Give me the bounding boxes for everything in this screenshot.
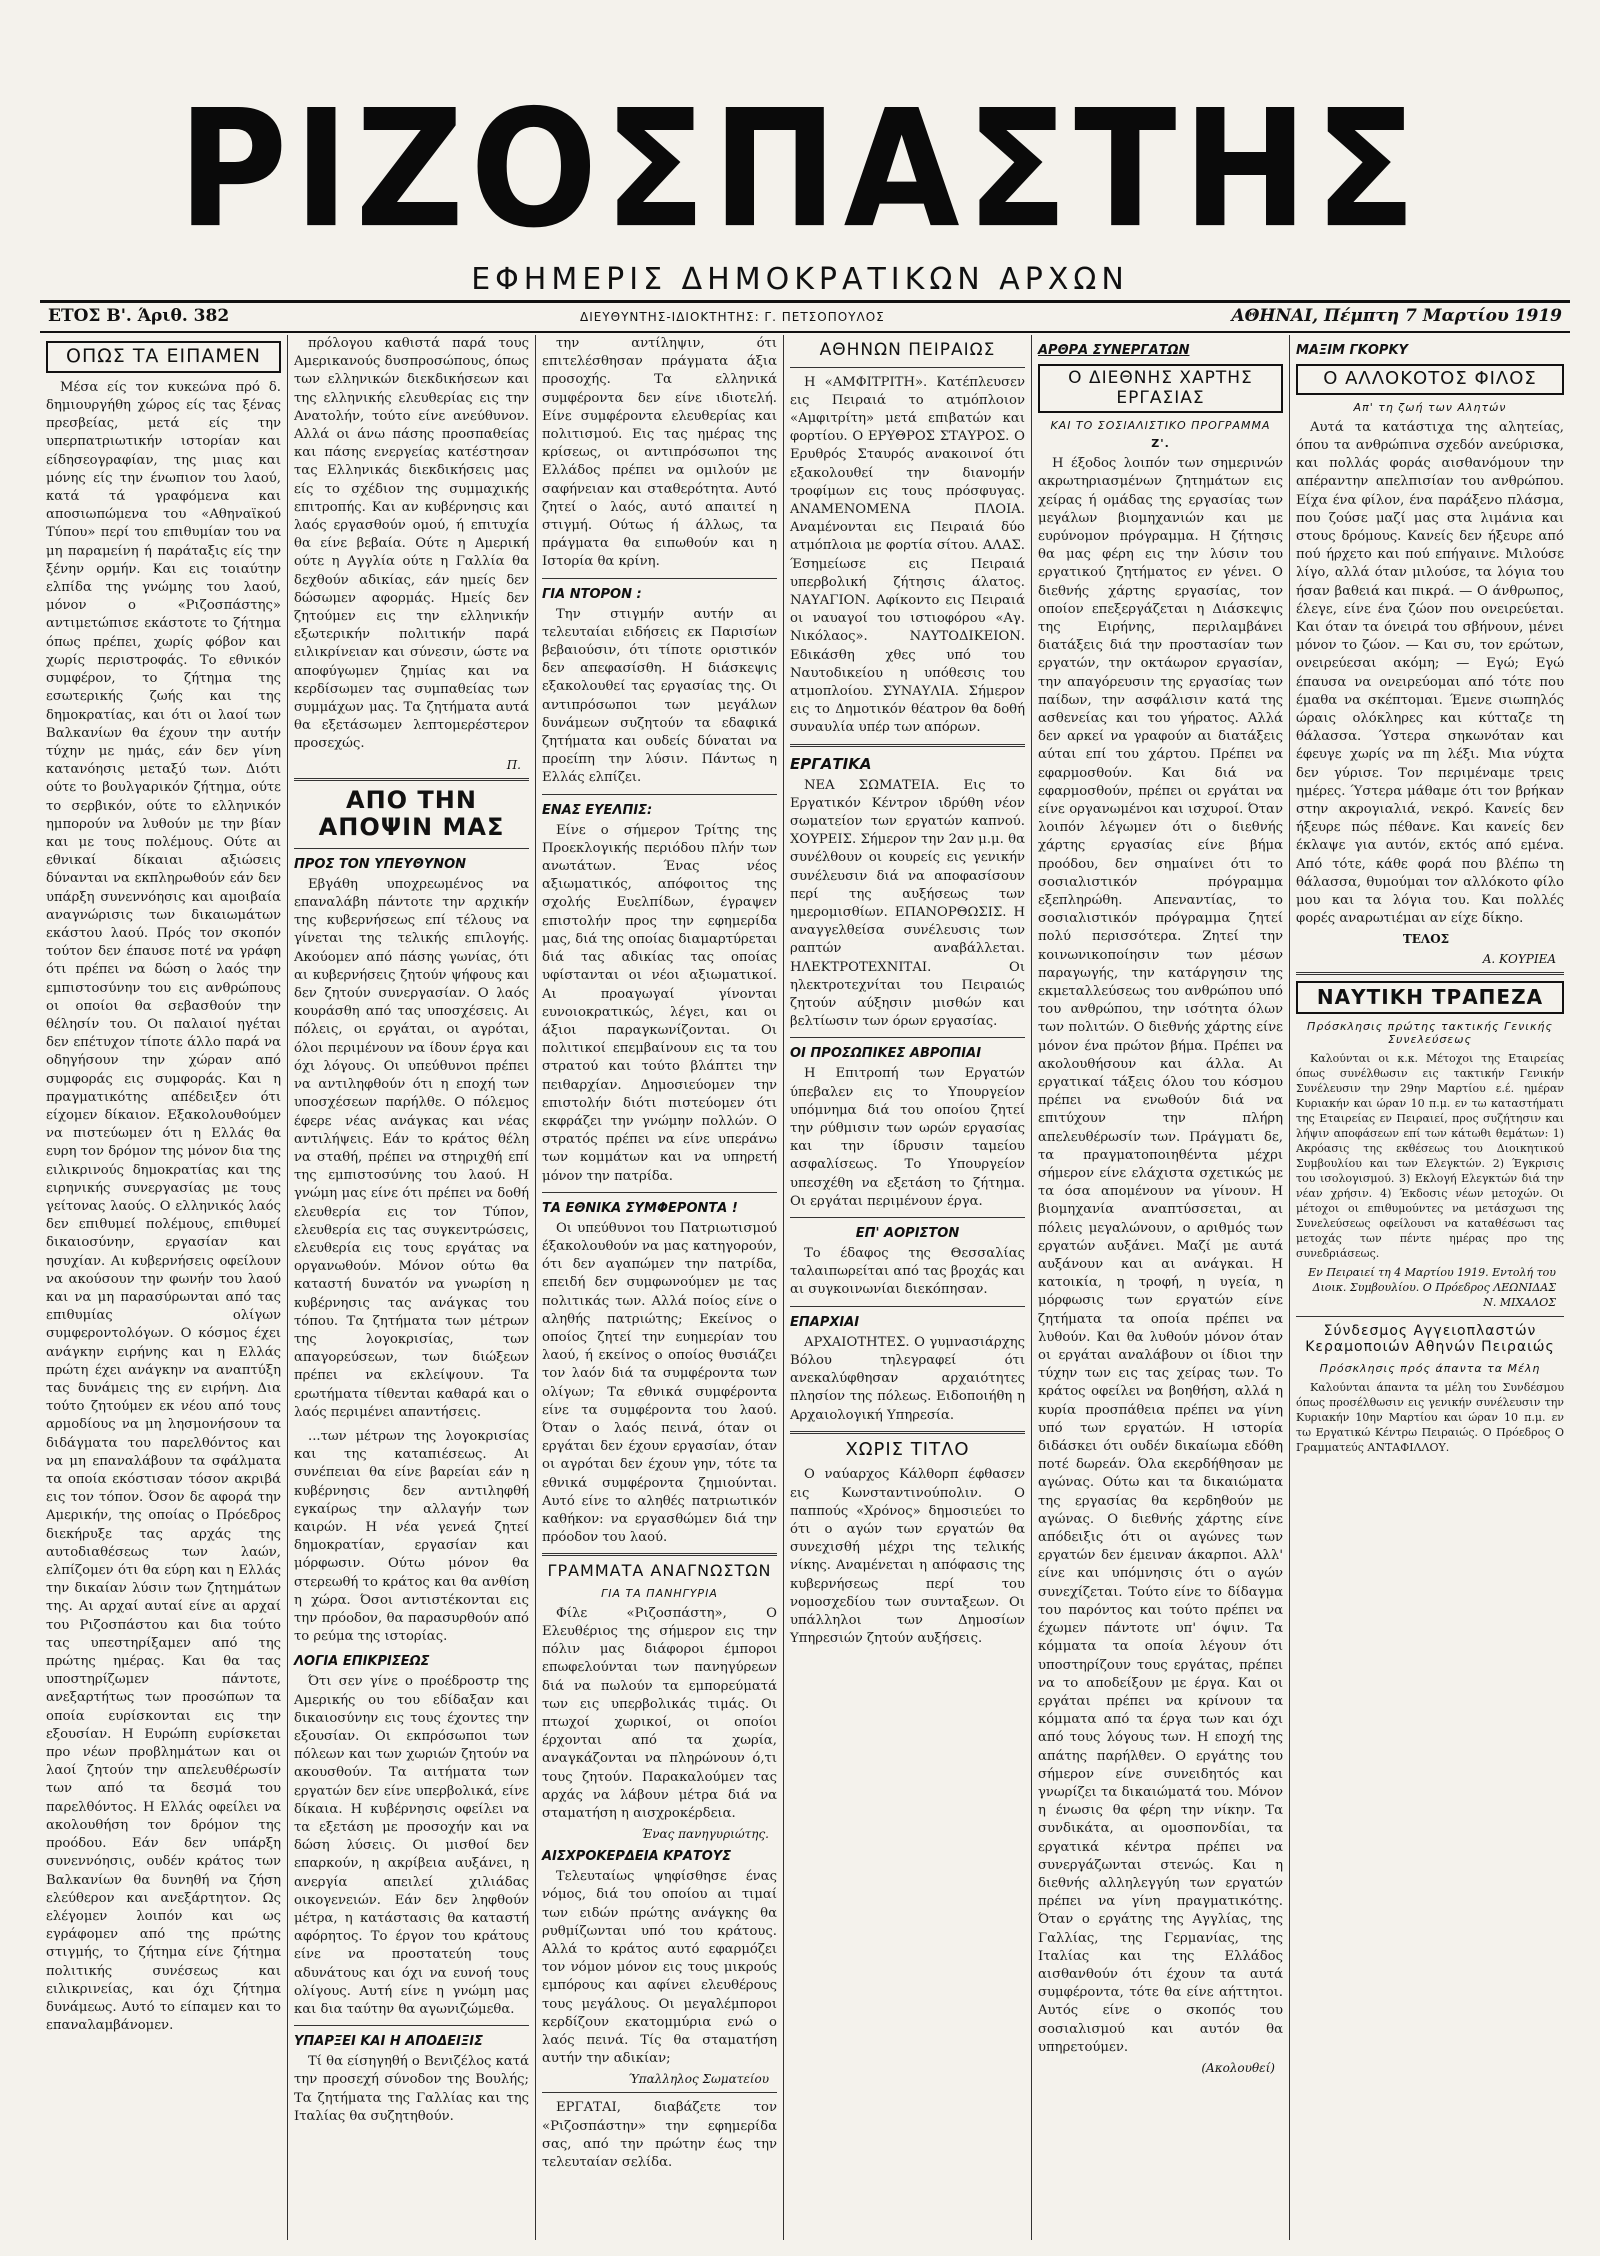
column-6 bbox=[1290, 335, 1570, 2240]
article-body bbox=[542, 335, 777, 572]
divider bbox=[542, 578, 777, 579]
article-text: Τί θα είσηγηθή ο Βενιζέλος κατά την προσεχή σύνοδον της Βουλής; Τα ζητήματα της Γαλλίας και της Ιταλίας θα συζητηθούν. bbox=[294, 2054, 529, 2124]
article-text: Είνε ο σήμερον Τρίτης της Προεκλογικής περιόδου πλήν των ανωτάτων. Ένας νέος αξιωματικός, απόφοιτος της σχολής Ευελπίδων, έγραψεν επιστολήν προς την εφημερίδα μας, διά της οποίας διαμαρτύρεται διά τας αδικίας τας οποίας υφίστανται οι νέοι αξιωματικοί. Αι προαγωγαί γίνονται ευνοιοκρατικώς, λέγει, και οι άξιοι παραγκωνίζονται. Οι πολιτικοί επεμβαίνουν εις τα του στρατού και τούτο βλάπτει την πειθαρχίαν. Δημοσιεύομεν την επιστολήν διότι πιστεύομεν ότι εκφράζει την γνώμην πολλών. Ο στρατός πρέπει να είνε υπεράνω των κομμάτων και να υπηρετή μόνον την πατρίδα. bbox=[542, 822, 777, 1184]
divider bbox=[1296, 972, 1564, 975]
article-body bbox=[542, 1868, 777, 2068]
issue-date: ΑΘΗΝΑΙ, Πέμπτη 7 Μαρτίου 1919 bbox=[1231, 306, 1562, 326]
column-5 bbox=[1032, 335, 1290, 2240]
article-body bbox=[542, 1605, 777, 1823]
article-text: την αντίληψιν, ότι επιτελέσθησαν πράγματα άξια προσοχής. Τα ελληνικά συμφέροντα δεν είνε ιδιοτελή. Είνε συμφέροντα ελευθερίας και πολιτισμού. Εις τας ημέρας της κρίσεως, οι αντιπρόσωποι της Ελλάδος πρέπει να ομιλούν με σαφήνειαν και σταθερότητα. Αυτό ζητεί ο λαός, αυτό απαιτεί η στιγμή. Ούτως ή άλλως, τα πράγματα θα ειπωθούν και η Ιστορία θα κρίνη. bbox=[542, 336, 777, 570]
director-line: ΔΙΕΥΘΥΝΤΗΣ-ΙΔΙΟΚΤΗΤΗΣ: Γ. ΠΕΤΣΟΠΟΥΛΟΣ bbox=[580, 310, 885, 324]
masthead bbox=[0, 0, 1600, 326]
section-subhead: ΓΙΑ ΤΑ ΠΑΝΗΓΥΡΙΑ bbox=[601, 1586, 718, 1600]
article-body bbox=[542, 1220, 777, 1548]
article-body bbox=[790, 1245, 1025, 1300]
column-4 bbox=[784, 335, 1032, 2240]
article-body bbox=[790, 1466, 1025, 1648]
divider bbox=[790, 1431, 1025, 1434]
divider bbox=[790, 744, 1025, 747]
article-text: ΝΕΑ ΣΩΜΑΤΕΙΑ. Εις το Εργατικόν Κέντρον ιδρύθη νέον σωματείον των εργατών καπνού. ΧΟΥΡΕΙΣ. Σήμερον την 2αν μ.μ. θα συνέλθουν οι κουρείς εις γενικήν συνέλευσιν διά να αποφασίσουν περί της αυξήσεως των ημερομισθίων. ΕΠΑΝΟΡΘΩΣΙΣ. Η αναγγελθείσα συνέλευσις των ραπτών αναβάλλεται. ΗΛΕΚΤΡΟΤΕΧΝΙΤΑΙ. Οι ηλεκτροτεχνίται του Πειραιώς ζητούν αύξησιν μισθών και βελτίωσιν των όρων εργασίας. bbox=[790, 777, 1025, 1030]
divider bbox=[294, 848, 529, 849]
divider bbox=[542, 1192, 777, 1193]
divider bbox=[542, 794, 777, 795]
article-text: ...των μέτρων της λογοκρισίας και της καταπιέσεως. Αι συνέπειαι θα είνε βαρείαι εάν η κυβέρνησις δεν αντιληφθή εγκαίρως την αλλαγήν των καιρών. Η νέα γενεά ζητεί δημοκρατίαν, εργασίαν και μόρφωσιν. Ούτω μόνον θα στερεωθή το κράτος και θα ανθίση η χώρα. Όσοι αντιστέκονται εις την πρόοδον, θα παρασυρθούν από το ρεύμα της ιστορίας. bbox=[294, 1428, 529, 1645]
divider bbox=[790, 1037, 1025, 1038]
article-text: Την στιγμήν αυτήν αι τελευταίαι ειδήσεις εκ Παρισίων βεβαιούσιν, ότι τίποτε οριστικόν δεν απεφασίσθη. Η διάσκεψις εξακολουθεί τας εργασίας της. Οι αντιπρόσωποι των μεγάλων δυνάμεων συζητούν τα εδαφικά ζητήματα και ουδείς δύναται να προείπη την λύσιν. Πάντως η Ελλάς ελπίζει. bbox=[542, 606, 777, 786]
article-body bbox=[294, 1428, 529, 1646]
article-text: Ότι σεν γίνε ο προέδροστρ της Αμερικής ου του εδίδαξαν και δικαιοσύνην εις τους έχοντες την εξουσίαν. Οι εκπρόσωποι των πόλεων και των χωριών ζητούν να ακουσθούν. Τα αιτήματα των εργατών δεν είνε υπερβολικά, είνε δίκαια. Η κυβέρνησις οφείλει να τα εξετάση με προσοχήν και να δώση λύσεις. Οι μισθοί δεν επαρκούν, η ακρίβεια αυξάνει, η ανεργία απειλεί χιλιάδας οικογενειών. Εάν δεν ληφθούν μέτρα, η κατάστασις θα καταστή αφόρητος. Το έργον του κράτους είνε να προστατεύη τους αδυνάτους και όχι να ευνοή τους ολίγους. Αυτή είνε η γνώμη μας και δια ταύτην θα αγωνιζώμεθα. bbox=[294, 1674, 529, 2018]
divider bbox=[294, 778, 529, 781]
article-text: Η Επιτροπή των Εργατών ύπεβαλεν εις το Υπουργείον υπόμνημα διά του οποίου ζητεί την ρύθμισιν των ωρών εργασίας και την ίδρυσιν ταμείου ασφαλίσεως. Το Υπουργείον υπεσχέθη να εξετάση το ζήτημα. Οι εργάται περιμένουν έργα. bbox=[790, 1066, 1025, 1209]
article-text: Εβγάθη υποχρεωμένος να επαναλάβη πάντοτε την αρχικήν της κυβερνήσεως επί τέλους να γίνεται της τελικής επιλογής. Ακούομεν από πάσης γωνίας, ότι αι κυβερνήσεις ζητούν ψήφους και δεν ζητούν συνεργασίαν. Ο λαός κουράσθη από τας υποσχέσεις. Αι πόλεις, οι εργάται, οι αγρόται, όλοι περιμένουν να ίδουν έργα και όχι λόγους. Οι υπεύθυνοι πρέπει να αντιληφθούν ότι η εποχή των υποσχέσεων παρήλθε. Ο πόλεμος έφερε νέας ανάγκας και νέας αντιλήψεις. Εάν το κράτος θέλη να σταθή, πρέπει να στηριχθή επί της εμπιστοσύνης του λαού. Η γνώμη μας είνε ότι πρέπει να δοθή ελευθερία εις τον Τύπον, ελευθερία εις τας συγκεντρώσεις, ελευθερία εις τους εργάτας να οργανωθούν. Μόνον ούτω θα καταστή δυνατόν να γνωρίση η κυβέρνησις τας ανάγκας του τόπου. Τα ζητήματα των μέτρων της λογοκρισίας, των απαγορεύσεων, των διώξεων πρέπει να εκλείψουν. Τα ερωτήματα τίθενται καθαρά και ο λαός περιμένει απαντήσεις. bbox=[294, 876, 529, 1420]
issue-number: ΕΤΟΣ Β'. Άριθ. 382 bbox=[48, 306, 230, 326]
article-end: ΤΕΛΟΣ bbox=[1402, 932, 1450, 947]
article-part: Ζ'. bbox=[1151, 437, 1170, 451]
notice-text: Καλούνται άπαντα τα μέλη του Συνδέσμου όπως προσέλθωσιν εις γενικήν συνέλευσιν την Κυριακήν 10ην Μαρτίου και ώραν 10 π.μ. εν τω Εργατικώ Κέντρω Πειραιώς. Ο Πρόεδρος Ο Γραμματεύς ΑΝΤΑΦΙΛΛΟΥ. bbox=[1296, 1380, 1564, 1454]
article-body bbox=[1296, 419, 1564, 929]
article-body bbox=[294, 2053, 529, 2126]
article-body bbox=[294, 335, 529, 754]
article-subhead: ΚΑΙ ΤΟ ΣΟΣΙΑΛΙΣΤΙΚΟ ΠΡΟΓΡΑΜΜΑ bbox=[1050, 419, 1271, 433]
article-text: ΑΡΧΑΙΟΤΗΤΕΣ. Ο γυμνασιάρχης Βόλου τηλεγραφεί ότι ανεκαλύφθησαν αρχαιότητες πλησίον της πόλεως. Ειδοποιήθη η Αρχαιολογική Υπηρεσία. bbox=[790, 1334, 1025, 1423]
notice-body bbox=[1296, 1051, 1564, 1261]
divider bbox=[542, 1553, 777, 1556]
article-text: Οι υπεύθυνοι του Πατριωτισμού έξακολουθούν να μας κατηγορούν, ότι δεν αγαπώμεν την πατρίδα, επειδή δεν συμφωνούμεν με τας πολιτικάς των. Αλλά ποίος είνε ο αληθής πατριώτης; Εκείνος ο οποίος ζητεί την ευημερίαν του λαού, ή εκείνος ο οποίος θυσιάζει τον λαόν διά τα συμφέροντα των ολίγων; Τα εθνικά συμφέροντα είνε τα συμφέροντα του λαού. Όταν ο λαός πεινά, όταν οι εργάται δεν έχουν εργασίαν, όταν οι αγρόται δεν έχουν γην, τότε τα εθνικά συμφέροντα ζημιούνται. Αυτό είνε το αληθές πατριωτικόν καθήκον: να εργασθώμεν διά την πρόοδον του λαού. bbox=[542, 1220, 777, 1546]
article-text: Το έδαφος της Θεσσαλίας ταλαιπωρείται από τας βροχάς και αι συγκοινωνίαι διεκόπησαν. bbox=[790, 1246, 1025, 1298]
section-headline: ΑΠΟ ΤΗΝ ΑΠΟΨΙΝ ΜΑΣ bbox=[318, 785, 505, 842]
section-kicker: ΑΙΣΧΡΟΚΕΡΔΕΙΑ ΚΡΑΤΟΥΣ bbox=[542, 1849, 732, 1865]
divider bbox=[542, 2092, 777, 2093]
column-1 bbox=[40, 335, 288, 2240]
notice-subhead: Πρόσκλησις πρός άπαντα τα Μέλη bbox=[1319, 1361, 1541, 1375]
newspaper-subtitle: ΕΦΗΜΕΡΙΣ ΔΗΜΟΚΡΑΤΙΚΩΝ ΑΡΧΩΝ bbox=[471, 262, 1129, 297]
article-body bbox=[294, 876, 529, 1422]
article-text: Η «ΑΜΦΙΤΡΙΤΗ». Κατέπλευσεν εις Πειραιά το ατμόπλοιον «Αμφιτρίτη» μετά επιβατών και φορτίου. Ο ΕΡΥΘΡΟΣ ΣΤΑΥΡΟΣ. Ο Ερυθρός Σταυρός ανακοινοί ότι εξακολουθεί την διανομήν τροφίμων εις τους πρόσφυγας. ΑΝΑΜΕΝΟΜΕΝΑ ΠΛΟΙΑ. Αναμένονται εις Πειραιά δύο ατμόπλοια με φορτία σίτου. ΑΛΑΣ. Έσημείωσε εις Πειραιά υπερβολική ζήτησις άλατος. ΝΑΥΑΓΙΟΝ. Αφίκοντο εις Πειραιά οι ναυαγοί του ιστιοφόρου «Αγ. Νικόλαος». ΝΑΥΤΟΔΙΚΕΙΟΝ. Εδικάσθη χθες υπό του Ναυτοδικείου η υπόθεσις του ατμοπλοίου. ΣΥΝΑΥΛΙΑ. Σήμερον εις το Δημοτικόν θέατρον θα δοθή συναυλία υπέρ των απόρων. bbox=[790, 374, 1025, 736]
notice-subhead: Πρόσκλησις πρώτης τακτικής Γενικής Συνελεύσεως bbox=[1307, 1020, 1553, 1047]
translator: Α. ΚΟΥΡΙΕΑ bbox=[1482, 952, 1556, 967]
divider bbox=[790, 367, 1025, 368]
section-kicker: ΥΠΑΡΞΕΙ ΚΑΙ Η ΑΠΟΔΕΙΞΙΣ bbox=[294, 2034, 483, 2050]
section-kicker: ΠΡΟΣ ΤΟΝ ΥΠΕΥΘΥΝΟΝ bbox=[294, 856, 467, 872]
article-body bbox=[790, 777, 1025, 1032]
section-headline: ΓΡΑΜΜΑΤΑ ΑΝΑΓΝΩΣΤΩΝ bbox=[547, 1561, 772, 1581]
section-kicker: ΑΡΘΡΑ ΣΥΝΕΡΓΑΤΩΝ bbox=[1038, 343, 1190, 358]
article-author: ΜΑΞΙΜ ΓΚΟΡΚΥ bbox=[1296, 343, 1408, 358]
notice-headline: Σύνδεσμος Αγγειοπλαστών Κεραμοποιών Αθηνών Πειραιώς bbox=[1305, 1323, 1555, 1356]
column-2 bbox=[288, 335, 536, 2240]
article-signature: Ένας πανηγυριώτης. bbox=[641, 1827, 769, 1842]
section-kicker: ΤΑ ΕΘΝΙΚΑ ΣΥΜΦΕΡΟΝΤΑ ! bbox=[542, 1200, 738, 1216]
article-text: Αυτά τα κατάστιχα της αλητείας, όπου τα ανθρώπινα σχεδόν ανεύρισκα, και πολλάς φοράς αισθανόμουν την απέραντην απελπισίαν του ανθρώπου. Είχα ένα φίλον, ένα παράξενο πλάσμα, που ζούσε μαζί μας στα λιμάνια και στους δρόμους. Κανείς δεν ήξευρε από πού ήρχετο και πού επήγαινε. Μιλούσε λίγο, αλλά όταν μιλούσε, τα λόγια του ήσαν βαθειά και πικρά. — Ο άνθρωπος, έλεγε, είνε ένα ζώον που ονειρεύεται. Και όταν τα όνειρά του σβήνουν, μένει μόνον το ζώον. — Και συ, τον ερώτων, ονειρεύεσαι ακόμη; — Εγώ; Εγώ έπαυσα να ονειρεύομαι από τότε που έμαθα να σκέπτομαι. Έμενε σιωπηλός ώραις ολόκληρες και κύτταζε τη θάλασσα. Ύστερα σηκωνόταν και έφευγε χωρίς να πη λέξι. Μια νύχτα δεν γύρισε. Τον περιμέναμε τρεις ημέρες. Ύστερα μάθαμε ότι τον βρήκαν στην ακρογιαλιά, νεκρό. Κανείς δεν ήξευρε πώς πέθανε. Και κανείς δεν έκλαψε για αυτόν, εκτός από εμένα. Από τότε, κάθε φορά που βλέπω τη θάλασσα, θυμούμαι τον αλλόκοτο φίλο μου και τα λόγια του. Και πολλές φορές αναρωτιέμαι αν είχε δίκηο. bbox=[1296, 419, 1564, 927]
article-signature: (Ακολουθεί) bbox=[1201, 2060, 1275, 2075]
article-subhead: Απ' τη ζωή των Αλητών bbox=[1353, 400, 1507, 414]
article-text: ΕΡΓΑΤΑΙ, διαβάζετε τον «Ριζοσπάστην» την εφημερίδα σας, από την πρώτην έως την τελευταίαν σελίδα. bbox=[542, 2100, 777, 2171]
section-kicker: ΕΝΑΣ ΕΥΕΛΠΙΣ: bbox=[542, 802, 653, 818]
section-kicker: ΕΡΓΑΤΙΚΑ bbox=[790, 754, 872, 773]
section-kicker: ΛΟΓΙΑ ΕΠΙΚΡΙΣΕΩΣ bbox=[294, 1654, 430, 1670]
notice-signature: Εν Πειραιεί τη 4 Μαρτίου 1919. Εντολή του Διοικ. Συμβουλίου. Ο Πρόεδρος ΛΕΩΝΙΔΑΣ Ν. ΜΙΧΑΛΟΣ bbox=[1308, 1266, 1556, 1310]
article-body bbox=[542, 606, 777, 788]
article-body bbox=[790, 1334, 1025, 1425]
section-kicker: ΕΠ' ΑΟΡΙΣΤΟΝ bbox=[855, 1226, 960, 1242]
article-body bbox=[1038, 455, 1283, 2057]
article-text: πρόλογου καθιστά παρά τους Αμερικανούς δυσπροσώπους, όπως των ελληνικών διεκδικήσεων και της ελληνικής ελευθερίας εις την Ανατολήν, τούτο είνε ανεύθυνον. Αλλά οι άνω πάσης προσπαθείας και πάσης ενεργείας κατέστησαν τας Ελληνικάς διεκδικήσεις μας είς το σχέδιον της συμμαχικής επιτροπής. Και αν κυβέρνησις και λαός εργασθούν ομού, ή επιτυχία θα είνε βεβαία. Ούτε η Αμερική ούτε η Αγγλία ούτε η Γαλλία θα δεχθούν αδικίας, εάν ημείς δεν δώσωμεν αφορμάς. Ημείς δεν ζητούμεν εις την ελληνικήν εξωτερικήν πολιτικήν παρά ειλικρίνειαν και σύνεσιν, ώστε να αποφύγωμεν ζημίας και να κερδίσωμεν τας συμπαθείας των συμμάχων μας. Τα ζητήματα αυτά θα εξετάσωμεν λεπτομερέστερον προσεχώς. bbox=[294, 336, 529, 752]
article-body bbox=[542, 822, 777, 1186]
section-headline: ΑΘΗΝΩΝ ΠΕΙΡΑΙΩΣ bbox=[819, 340, 996, 360]
article-text: Η έξοδος λοιπόν των σημερινών ακρωτηριασμένων ζητημάτων εις χείρας ή ομάδας της εργασίας των μεγάλων βιομηχανιών και με ευρύνομον πρόγραμμα. Η ζήτησις θα μας φέρη εις την λύσιν του εργατικού ζητήματος εν γένει. Ο διεθνής χάρτης εργασίας, τον οποίον επεξεργάζεται η Διάσκεψις της Ειρήνης, περιλαμβάνει διατάξεις διά την προστασίαν των εργατών, την οκτάωρον εργασίαν, την απαγόρευσιν της εργασίας των παίδων, την ασφάλισιν κατά της ασθενείας και του γήρατος. Αλλά δεν αρκεί να γραφούν αι διατάξεις αύται επί του χάρτου. Πρέπει να εφαρμοσθούν. Και διά να εφαρμοσθούν, πρέπει οι εργάται να είνε οργανωμένοι και ισχυροί. Όταν λοιπόν λέγωμεν ότι ο διεθνής χάρτης εργασίας είνε βήμα προόδου, δεν σημαίνει ότι το σοσιαλιστικόν πρόγραμμα εξεπληρώθη. Απεναντίας, το σοσιαλιστικόν πρόγραμμα ζητεί πολύ περισσότερα. Ζητεί την κοινωνικοποίησιν των μέσων παραγωγής, την κατάργησιν της εκμεταλλεύσεως του ανθρώπου υπό του ανθρώπου, την ισότητα όλων των πολιτών. Ο διεθνής χάρτης είνε μόνον ένα πρώτον βήμα. Πρέπει να ακολουθήσουν και άλλα. Αι εργατικαί τάξεις όλου του κόσμου πρέπει να ενωθούν διά να επιτύχουν την πλήρη απελευθέρωσίν των. Πράγματι δε, τα πραγματοποιηθέντα μέχρι σήμερον είνε ελάχιστα σχετικώς με τα όσα απομένουν να γίνουν. Η βιομηχανία αναπτύσσεται, αι πόλεις μεγαλώνουν, ο αριθμός των εργατών αυξάνει. Μαζί με αυτά αυξάνουν και αι ανάγκαι. Η κατοικία, η τροφή, η υγεία, η μόρφωσις των εργατών είνε ζητήματα τα οποία πρέπει να λυθούν. Και θα λυθούν μόνον όταν οι εργάται αναλάβουν οι ίδιοι την τύχην των εις τας χείρας των. Το κράτος οφείλει να βοηθήση, αλλά η κυρία προσπάθεια πρέπει να γίνη υπό των εργατών. Η ιστορία διδάσκει ότι ουδέν δικαίωμα εδόθη ποτέ δωρεάν. Όλα εκερδήθησαν με αγώνας. Ούτω και τα δικαιώματα της εργασίας θα κερδηθούν με αγώνας. Ο διεθνής χάρτης είνε απόδειξις ότι οι αγώνες των εργατών δεν έμειναν άκαρποι. Αλλ' είνε και υπόμνησις ότι ο αγών συνεχίζεται. Τούτο είνε το δίδαγμα του παρόντος και τούτο πρέπει να έχωμεν πάντοτε υπ' όψιν. Τα κόμματα τα οποία λέγουν ότι υποστηρίζουν τους εργάτας, πρέπει να το αποδείξουν με έργα. Και οι εργάται πρέπει να κρίνουν τα κόμματα από τα έργα των και όχι από τους λόγους των. Η εποχή της απάτης παρήλθεν. Ο εργάτης του σήμερον είνε συνειδητός και γνωρίζει τα δικαιώματά του. Μόνον η ένωσις θα φέρη την νίκην. Τα συνδικάτα, αι ομοσπονδίαι, τα εργατικά κέντρα πρέπει να συνεργάζωνται στενώς. Και η διεθνής αλληλεγγύη των εργατών πρέπει να γίνη πραγματικότης. Όταν ο εργάτης της Αγγλίας, της Γαλλίας, της Γερμανίας, της Ιταλίας και της Ελλάδος αισθανθούν ότι έχουν τα αυτά συμφέροντα, τότε θα είνε αήττητοι. Αυτός είνε ο σκοπός του σοσιαλισμού και αυτόν θα υπηρετούμεν. bbox=[1038, 456, 1283, 2055]
newspaper-title: ΡΙΖΟΣΠΑΣΤΗΣ bbox=[177, 76, 1423, 264]
article-text: Τελευταίως ψηφίσθησε ένας νόμος, διά του οποίου αι τιμαί των ειδών πρώτης ανάγκης θα ρυθμίζωνται υπό του κράτους. Αλλά το κράτος αυτό εφαρμόζει τον νόμον μόνον εις τους μικρούς εμπόρους και αφίνει ελευθέρους τους μεγάλους. Οι μεγαλέμποροι κερδίζουν εκατομμύρια ενώ ο λαός πεινά. Τίς θα σταματήση αυτήν την αδικίαν; bbox=[542, 1869, 777, 2067]
divider bbox=[1296, 1316, 1564, 1317]
section-kicker: ΕΠΑΡΧΙΑΙ bbox=[790, 1314, 860, 1330]
divider bbox=[790, 1217, 1025, 1218]
article-body bbox=[294, 1673, 529, 2019]
article-text: Φίλε «Ριζοσπάστη», Ο Ελευθέριος της σήμερον εις την πόλιν μας διάφοροι έμποροι επωφελούνται των πανηγύρεων διά να πωλούν τα εμπορεύματά των εις υπερβολικάς τιμάς. Οι πτωχοί χωρικοί, οι οποίοι έρχονται από τα χωρία, αναγκάζονται να πληρώνουν ό,τι τους ζητούν. Παρακαλούμεν τας αρχάς να λάβουν μέτρα διά να σταματήση η αισχροκέρδεια. bbox=[542, 1605, 777, 1822]
notice-headline: ΝΑΥΤΙΚΗ ΤΡΑΠΕΖΑ bbox=[1296, 981, 1564, 1014]
article-signature: Ύπαλληλος Σωματείου bbox=[628, 2072, 769, 2087]
article-headline: Ο ΑΛΛΟΚΟΤΟΣ ΦΙΛΟΣ bbox=[1296, 364, 1564, 395]
section-kicker: ΓΙΑ ΝΤΟΡΟΝ : bbox=[542, 586, 642, 602]
article-body bbox=[790, 1065, 1025, 1211]
column-3 bbox=[536, 335, 784, 2240]
notice-text: Καλούνται οι κ.κ. Μέτοχοι της Εταιρείας όπως συνέλθωσιν εις τακτικήν Γενικήν Συνέλευσιν την 29ην Μαρτίου ε.έ. ημέραν Κυριακήν και ώραν 10 π.μ. εν τω καταστήματι της Εταιρείας εν Πειραιεί, προς συζήτησιν και λήψιν αποφάσεων επί των κάτωθι θεμάτων: 1) Ακρόασις της εκθέσεως του Διοικητικού Συμβουλίου και των Ελεγκτών. 2) Έγκρισις του ισολογισμού. 3) Εκλογή Ελεγκτών διά την νέαν χρήσιν. 4) Έκδοσις νέων μετοχών. Οι μέτοχοι οι επιθυμούντες να μετάσχωσι της Συνελεύσεως οφείλουσι να καταθέσωσι τας μετοχάς των πέντε ημέρας προ της συνεδριάσεως. bbox=[1296, 1052, 1564, 1261]
article-body bbox=[542, 2099, 777, 2172]
article-text: Ο ναύαρχος Κάλθορπ έφθασεν εις Κωνσταντινούπολιν. Ο παππούς «Χρόνος» δημοσιεύει το ότι ο αγών των εργατών θα συνεχισθή μέχρι της τελικής νίκης. Αναμένεται η απόφασις της κυβερνήσεως περί του νομοσχεδίου των συνταξεων. Οι υπάλληλοι των Δημοσίων Υπηρεσιών ζητούν αυξήσεις. bbox=[790, 1467, 1025, 1647]
section-kicker: ΟΙ ΠΡΟΣΩΠΙΚΕΣ ΑΒΡΟΠΙΑΙ bbox=[790, 1046, 982, 1062]
dateline bbox=[40, 300, 1570, 333]
notice-body bbox=[1296, 1380, 1564, 1455]
article-body bbox=[790, 374, 1025, 738]
article-headline: ΟΠΩΣ ΤΑ ΕΙΠΑΜΕΝ bbox=[46, 341, 281, 373]
divider bbox=[790, 1306, 1025, 1307]
article-signature: Π. bbox=[506, 757, 521, 772]
article-body bbox=[46, 379, 281, 2035]
section-headline: ΧΩΡΙΣ ΤΙΤΛΟ bbox=[845, 1438, 970, 1460]
divider bbox=[294, 2025, 529, 2026]
article-headline: Ο ΔΙΕΘΝΗΣ ΧΑΡΤΗΣ ΕΡΓΑΣΙΑΣ bbox=[1038, 364, 1283, 413]
article-text: Μέσα είς τον κυκεώνα πρό δ. δημιουργήθη χώρος είς τας ξένας πρεσβείας, μετά είς την υπερπατριωτικήν ιστορίαν και είδησεογραφίαν, της μιας και μόνης είς την ένωπιον του λαού, κατά τά γραφόμενα και αποσιωπώμενα του «Αθηναϊκού Τύπου» περί του επιθυμίαν του να μη παραμείνη ή παράταξις είς την ξένην ορμήν. Και εις τοιαύτην ελπίδα της γνώμης του λαού, μόνον ο «Ριζοσπάστης» αντιμετώπισε εκάστοτε το ζήτημα όπως πρέπει, χωρίς φόβον και χωρίς περιστροφάς. Το εθνικόν συμφέρον, το ζήτημα της εσωτερικής ζωής και της δημοκρατίας, και ότι οι λαοί των Βαλκανίων θα έχουν την αυτήν τύχην με ημάς, εάν δεν γίνη κατανόησις μεταξύ των. Διότι ούτε το βουλγαρικόν ζήτημα, ούτε το σερβικόν, ούτε το ελληνικόν ημπορούν να λυθούν με την βίαν και με τους πολέμους. Ούτε αι εθνικαί δίκαιαι αξιώσεις δύνανται να εκπληρωθούν εάν δεν υπάρξη συνεννόησις και αμοιβαία αναγνώρισις των δικαιωμάτων εκάστου λαού. Πρός τον σκοπόν τούτον δεν έπαυσε ποτέ να γράφη ότι πρέπει να δώση ο λαός την εμπιστοσύνην του εις ανθρώπους οι οποίοι θα σεβασθούν την θέλησίν του. Οι παλαιοί ηγέται δεν επέτυχον τίποτε άλλο παρά να οδηγήσουν την χώραν από συμφοράς εις συμφοράς. Και η πραγματικότης απέδειξεν ότι είχομεν δίκαιον. Εξακολουθούμεν να πιστεύωμεν ότι η Ελλάς θα ευρη τον δρόμον της μόνον δια της ειλικρινούς δημοκρατίας και της ειρηνικής συνεργασίας με τους γείτονας λαούς. Ο ελληνικός λαός δεν επιθυμεί πολέμους, επιθυμεί δικαιοσύνην, εργασίαν και ησυχίαν. Αι κυβερνήσεις οφείλουν να ακούσουν την φωνήν του λαού και να μη παρασύρωνται από τας επιθυμίας ολίγων συμφεροντολόγων. Ο κόσμος έχει ανάγκην ειρήνης και η Ελλάς πρώτη έχει ανάγκην να αναπτύξη τας δυνάμεις της εν ειρήνη. Δια τούτο ζητούμεν εκ νέου από τους αρμοδίους να μη λησμονήσουν τα διδάγματα του παρελθόντος και να μη επαναλάβουν τα σφάλματα τα οποία εκόστισαν τόσον ακριβά εις τον τόπον. Όσον δε αφορά την Αμερικήν, της οποίας ο Πρόεδρος διεκήρυξε τας αρχάς της αυτοδιαθέσεως των λαών, ελπίζομεν ότι θα εύρη και η Ελλάς την δικαίαν λύσιν των ζητημάτων της. Αι αρχαί αυταί είνε αι αρχαί του Ριζοσπάστου και δια τούτο τας υπεστηρίξαμεν από της πρώτης ημέρας. Και θα τας υποστηρίζωμεν πάντοτε, ανεξαρτήτως των προσώπων τα οποία ευρίσκονται εις την εξουσίαν. Η Ευρώπη ευρίσκεται προ νέων προβλημάτων και οι λαοί ζητούν την απελευθέρωσίν των από τα δεσμά του παρελθόντος. Η Ελλάς οφείλει να ακολουθήση τον δρόμον της προόδου. Εάν δεν υπάρξη συνεννόησις, ουδέν κράτος των Βαλκανίων θα δυνηθή να ζήση ελεύθερον και ανεξάρτητον. Ως ελέγομεν λοιπόν και ως εγράφομεν από της πρώτης στιγμής, το ζήτημα είνε ζήτημα πολιτικής συνέσεως και ειλικρινείας, και όχι ζήτημα δυνάμεως. Αυτό το είπαμεν και το επαναλαμβάνομεν. bbox=[46, 379, 281, 2034]
